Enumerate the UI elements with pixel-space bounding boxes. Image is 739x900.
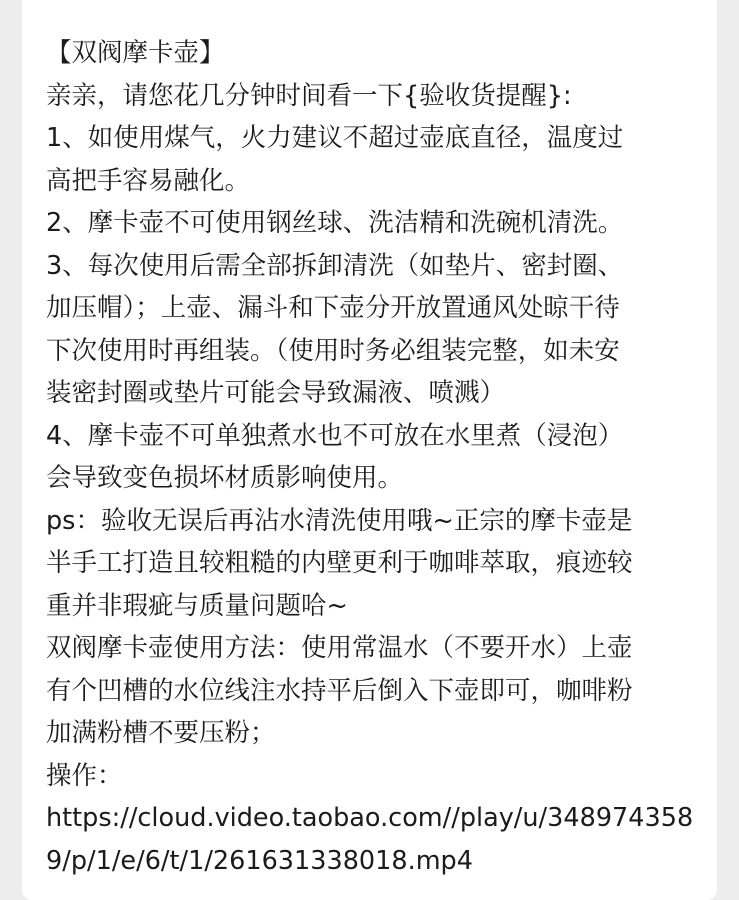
message-line-greeting: 亲亲，请您花几分钟时间看一下{验收货提醒}: [46,80,572,111]
message-line: 3、每次使用后需全部拆卸清洗（如垫片、密封圈、 [46,250,624,281]
message-line: ps：验收无误后再沾水清洗使用哦~正宗的摩卡壶是 [46,505,633,536]
message-line: 高把手容易融化。 [46,165,251,196]
message-line: 会导致变色损坏材质影响使用。 [46,463,404,493]
message-line: 操作： [46,760,123,791]
message-line: 2、摩卡壶不可使用钢丝球、洗洁精和洗碗机清洗。 [46,208,624,238]
message-line: 半手工打造且较粗糙的内壁更利于咖啡萃取，痕迹较 [46,548,633,578]
message-line: 下次使用时再组装。（使用时务必组装完整，如未安 [46,335,620,366]
message-line: 有个凹槽的水位线注水持平后倒入下壶即可，咖啡粉 [46,675,633,706]
chat-message-bubble[interactable] [22,0,717,900]
message-line: 加满粉槽不要压粉； [46,718,276,748]
message-line: 装密封圈或垫片可能会导致漏液、喷溅） [46,378,506,408]
video-link-line-1[interactable]: https://cloud.video.taobao.com//play/u/348974358 [46,803,694,833]
message-line: 双阀摩卡壶使用方法：使用常温水（不要开水）上壶 [46,633,633,663]
message-line: 加压帽）；上壶、漏斗和下壶分开放置通风处晾干待 [46,293,620,323]
message-line: 4、摩卡壶不可单独煮水也不可放在水里煮（浸泡） [46,420,624,451]
message-line: 1、如使用煤气，火力建议不超过壶底直径，温度过 [46,123,624,153]
video-link-line-2[interactable]: 9/p/1/e/6/t/1/261631338018.mp4 [46,845,473,876]
message-line-title: 【双阀摩卡壶】 [46,38,225,68]
message-line: 重并非瑕疵与质量问题哈~ [46,590,348,621]
